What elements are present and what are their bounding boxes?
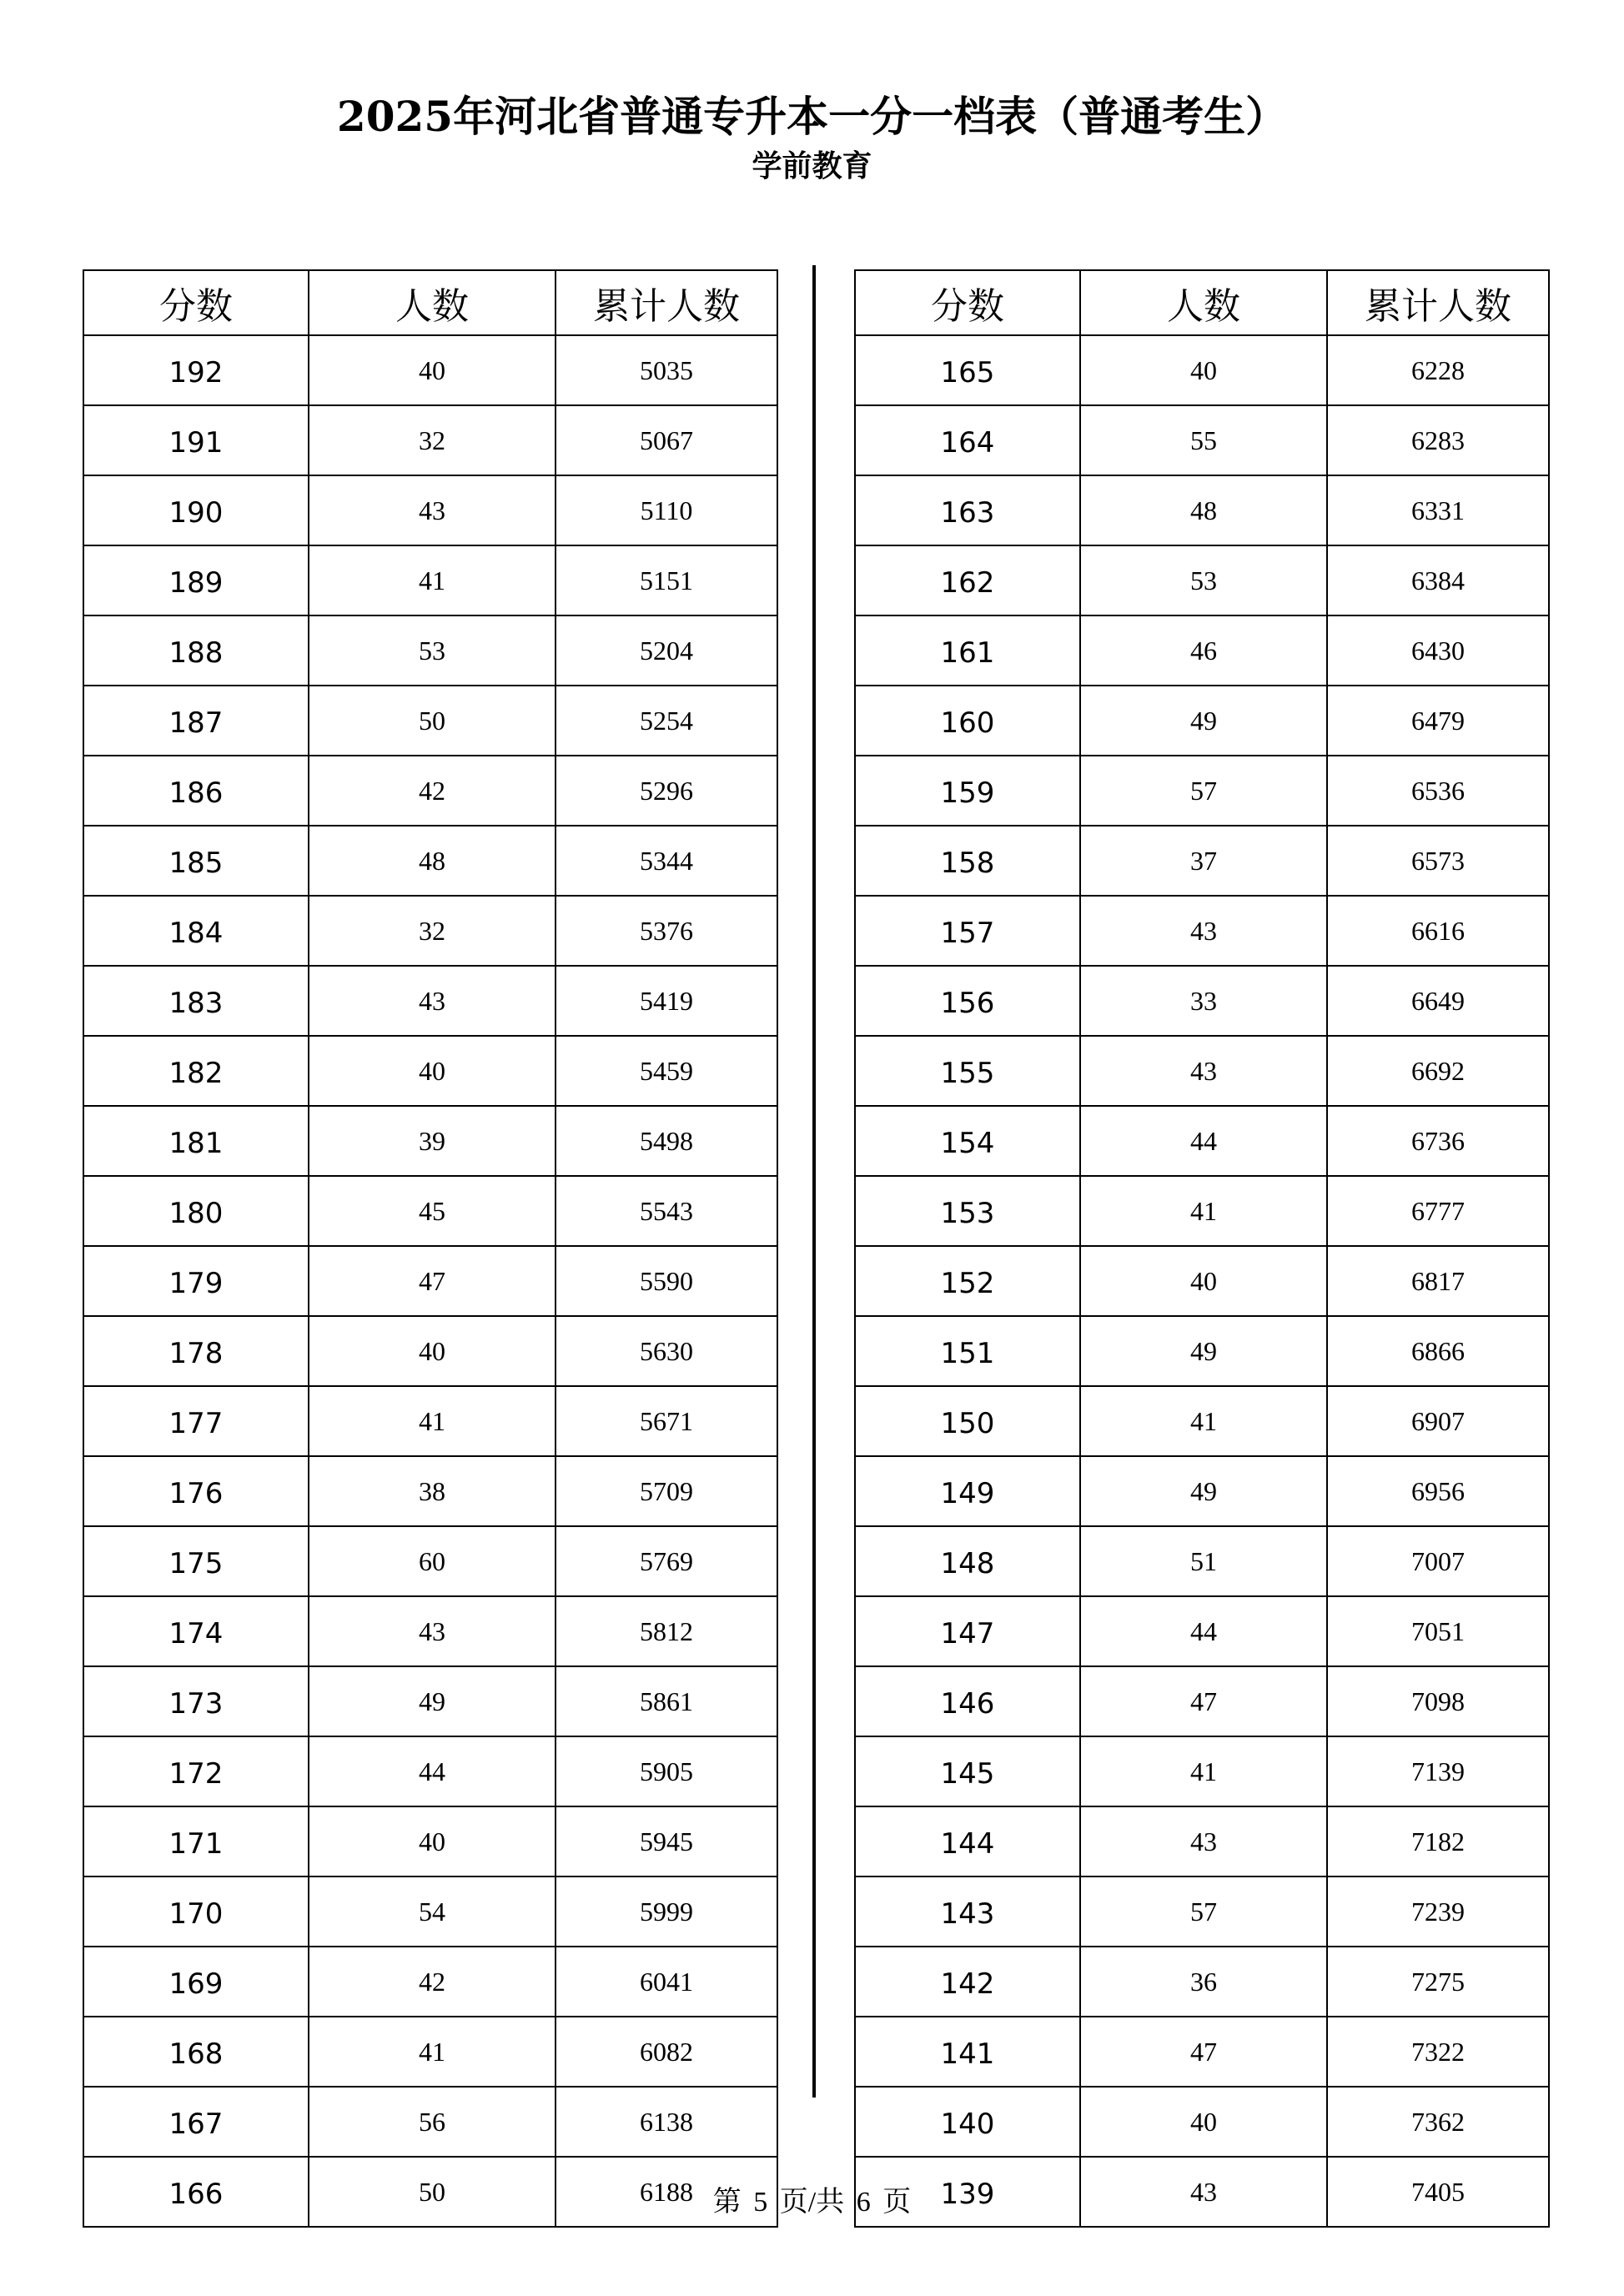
score-cell: 141 xyxy=(855,2017,1080,2087)
score-table-left xyxy=(83,269,778,2228)
header-score: 分数 xyxy=(855,270,1080,335)
count-cell: 37 xyxy=(1080,826,1327,896)
cumulative-cell: 6331 xyxy=(1327,475,1549,545)
count-cell: 40 xyxy=(309,1806,556,1876)
score-cell: 161 xyxy=(855,615,1080,686)
cumulative-cell: 5110 xyxy=(556,475,777,545)
score-cell: 139 xyxy=(855,2157,1080,2227)
table-row xyxy=(855,1316,1549,1386)
cumulative-cell: 7139 xyxy=(1327,1736,1549,1806)
count-cell: 44 xyxy=(1080,1106,1327,1176)
table-row xyxy=(83,1876,777,1947)
table-row xyxy=(855,1456,1549,1526)
cumulative-cell: 5204 xyxy=(556,615,777,686)
table-row xyxy=(855,545,1549,615)
count-cell: 50 xyxy=(309,686,556,756)
table-row xyxy=(83,2087,777,2157)
count-cell: 43 xyxy=(1080,2157,1327,2227)
table-row xyxy=(83,335,777,405)
table-row xyxy=(855,966,1549,1036)
score-cell: 142 xyxy=(855,1947,1080,2017)
score-cell: 175 xyxy=(83,1526,309,1596)
table-row xyxy=(83,475,777,545)
cumulative-cell: 6228 xyxy=(1327,335,1549,405)
score-cell: 187 xyxy=(83,686,309,756)
score-cell: 188 xyxy=(83,615,309,686)
count-cell: 41 xyxy=(1080,1736,1327,1806)
table-row xyxy=(83,1526,777,1596)
score-cell: 159 xyxy=(855,756,1080,826)
count-cell: 42 xyxy=(309,756,556,826)
score-cell: 164 xyxy=(855,405,1080,475)
count-cell: 48 xyxy=(1080,475,1327,545)
cumulative-cell: 6907 xyxy=(1327,1386,1549,1456)
header-count: 人数 xyxy=(309,270,556,335)
score-cell: 158 xyxy=(855,826,1080,896)
table-row xyxy=(855,1666,1549,1736)
score-cell: 144 xyxy=(855,1806,1080,1876)
page-title: 2025年河北省普通专升本一分一档表（普通考生） xyxy=(336,92,1288,141)
table-row xyxy=(855,1106,1549,1176)
table-row xyxy=(855,1176,1549,1246)
count-cell: 41 xyxy=(309,2017,556,2087)
count-cell: 44 xyxy=(1080,1596,1327,1666)
table-row xyxy=(855,1386,1549,1456)
count-cell: 53 xyxy=(1080,545,1327,615)
table-row xyxy=(855,1246,1549,1316)
table-row xyxy=(83,756,777,826)
cumulative-cell: 5459 xyxy=(556,1036,777,1106)
score-cell: 155 xyxy=(855,1036,1080,1106)
count-cell: 47 xyxy=(1080,2017,1327,2087)
score-cell: 148 xyxy=(855,1526,1080,1596)
cumulative-cell: 6692 xyxy=(1327,1036,1549,1106)
score-cell: 156 xyxy=(855,966,1080,1036)
score-cell: 160 xyxy=(855,686,1080,756)
count-cell: 43 xyxy=(309,966,556,1036)
header-count: 人数 xyxy=(1080,270,1327,335)
score-cell: 149 xyxy=(855,1456,1080,1526)
count-cell: 43 xyxy=(1080,1806,1327,1876)
cumulative-cell: 6777 xyxy=(1327,1176,1549,1246)
score-cell: 171 xyxy=(83,1806,309,1876)
cumulative-cell: 7098 xyxy=(1327,1666,1549,1736)
cumulative-cell: 5254 xyxy=(556,686,777,756)
score-cell: 163 xyxy=(855,475,1080,545)
score-cell: 190 xyxy=(83,475,309,545)
score-cell: 189 xyxy=(83,545,309,615)
table-row xyxy=(855,615,1549,686)
count-cell: 49 xyxy=(1080,686,1327,756)
count-cell: 40 xyxy=(309,335,556,405)
table-row xyxy=(855,826,1549,896)
count-cell: 43 xyxy=(1080,896,1327,966)
table-row xyxy=(855,1596,1549,1666)
count-cell: 47 xyxy=(1080,1666,1327,1736)
score-cell: 143 xyxy=(855,1876,1080,1947)
table-body-right xyxy=(855,335,1549,2227)
cumulative-cell: 6384 xyxy=(1327,545,1549,615)
table-row xyxy=(83,1316,777,1386)
cumulative-cell: 7362 xyxy=(1327,2087,1549,2157)
count-cell: 40 xyxy=(1080,1246,1327,1316)
table-row xyxy=(855,756,1549,826)
score-cell: 152 xyxy=(855,1246,1080,1316)
score-cell: 169 xyxy=(83,1947,309,2017)
score-cell: 162 xyxy=(855,545,1080,615)
cumulative-cell: 5905 xyxy=(556,1736,777,1806)
count-cell: 40 xyxy=(1080,335,1327,405)
cumulative-cell: 5945 xyxy=(556,1806,777,1876)
table-row xyxy=(83,1666,777,1736)
page-subtitle: 学前教育 xyxy=(752,149,872,183)
score-cell: 150 xyxy=(855,1386,1080,1456)
count-cell: 53 xyxy=(309,615,556,686)
cumulative-cell: 5630 xyxy=(556,1316,777,1386)
cumulative-cell: 7322 xyxy=(1327,2017,1549,2087)
score-cell: 186 xyxy=(83,756,309,826)
table-row xyxy=(83,1947,777,2017)
table-row xyxy=(83,1106,777,1176)
cumulative-cell: 5376 xyxy=(556,896,777,966)
cumulative-cell: 6430 xyxy=(1327,615,1549,686)
table-row xyxy=(83,2017,777,2087)
table-row xyxy=(855,686,1549,756)
cumulative-cell: 6736 xyxy=(1327,1106,1549,1176)
cumulative-cell: 6573 xyxy=(1327,826,1549,896)
table-row xyxy=(83,1806,777,1876)
count-cell: 45 xyxy=(309,1176,556,1246)
table-row xyxy=(855,1947,1549,2017)
cumulative-cell: 5296 xyxy=(556,756,777,826)
count-cell: 44 xyxy=(309,1736,556,1806)
cumulative-cell: 6283 xyxy=(1327,405,1549,475)
table-body-left xyxy=(83,335,777,2227)
count-cell: 43 xyxy=(309,475,556,545)
score-cell: 191 xyxy=(83,405,309,475)
count-cell: 56 xyxy=(309,2087,556,2157)
column-divider xyxy=(812,265,816,2098)
score-cell: 177 xyxy=(83,1386,309,1456)
count-cell: 49 xyxy=(1080,1456,1327,1526)
count-cell: 57 xyxy=(1080,1876,1327,1947)
cumulative-cell: 7051 xyxy=(1327,1596,1549,1666)
cumulative-cell: 6616 xyxy=(1327,896,1549,966)
score-cell: 140 xyxy=(855,2087,1080,2157)
count-cell: 46 xyxy=(1080,615,1327,686)
count-cell: 36 xyxy=(1080,1947,1327,2017)
table-row xyxy=(83,1456,777,1526)
table-row xyxy=(83,1246,777,1316)
score-cell: 151 xyxy=(855,1316,1080,1386)
count-cell: 55 xyxy=(1080,405,1327,475)
table-row xyxy=(83,1036,777,1106)
score-cell: 145 xyxy=(855,1736,1080,1806)
count-cell: 32 xyxy=(309,896,556,966)
score-cell: 146 xyxy=(855,1666,1080,1736)
score-cell: 178 xyxy=(83,1316,309,1386)
cumulative-cell: 6536 xyxy=(1327,756,1549,826)
count-cell: 43 xyxy=(1080,1036,1327,1106)
score-cell: 185 xyxy=(83,826,309,896)
score-cell: 167 xyxy=(83,2087,309,2157)
table-row xyxy=(83,1176,777,1246)
header-cumulative: 累计人数 xyxy=(556,270,777,335)
count-cell: 51 xyxy=(1080,1526,1327,1596)
score-cell: 147 xyxy=(855,1596,1080,1666)
table-row xyxy=(83,615,777,686)
table-row xyxy=(855,2017,1549,2087)
score-cell: 180 xyxy=(83,1176,309,1246)
count-cell: 38 xyxy=(309,1456,556,1526)
table-row xyxy=(83,826,777,896)
table-row xyxy=(855,1036,1549,1106)
cumulative-cell: 7405 xyxy=(1327,2157,1549,2227)
cumulative-cell: 7275 xyxy=(1327,1947,1549,2017)
count-cell: 60 xyxy=(309,1526,556,1596)
score-cell: 154 xyxy=(855,1106,1080,1176)
table-row xyxy=(83,545,777,615)
count-cell: 41 xyxy=(309,1386,556,1456)
count-cell: 42 xyxy=(309,1947,556,2017)
score-cell: 179 xyxy=(83,1246,309,1316)
cumulative-cell: 6649 xyxy=(1327,966,1549,1036)
table-row xyxy=(83,686,777,756)
score-cell: 176 xyxy=(83,1456,309,1526)
cumulative-cell: 6188 xyxy=(556,2157,777,2227)
cumulative-cell: 7239 xyxy=(1327,1876,1549,1947)
score-cell: 192 xyxy=(83,335,309,405)
count-cell: 47 xyxy=(309,1246,556,1316)
count-cell: 41 xyxy=(309,545,556,615)
cumulative-cell: 6041 xyxy=(556,1947,777,2017)
table-row xyxy=(83,1736,777,1806)
count-cell: 33 xyxy=(1080,966,1327,1036)
table-row xyxy=(83,896,777,966)
cumulative-cell: 6138 xyxy=(556,2087,777,2157)
cumulative-cell: 5999 xyxy=(556,1876,777,1947)
table-row xyxy=(855,475,1549,545)
score-cell: 181 xyxy=(83,1106,309,1176)
cumulative-cell: 5419 xyxy=(556,966,777,1036)
score-cell: 157 xyxy=(855,896,1080,966)
table-row xyxy=(855,405,1549,475)
count-cell: 40 xyxy=(1080,2087,1327,2157)
score-cell: 173 xyxy=(83,1666,309,1736)
cumulative-cell: 7007 xyxy=(1327,1526,1549,1596)
count-cell: 41 xyxy=(1080,1386,1327,1456)
cumulative-cell: 5590 xyxy=(556,1246,777,1316)
cumulative-cell: 5543 xyxy=(556,1176,777,1246)
score-cell: 172 xyxy=(83,1736,309,1806)
table-row xyxy=(83,405,777,475)
table-row xyxy=(855,335,1549,405)
table-row xyxy=(83,1596,777,1666)
cumulative-cell: 7182 xyxy=(1327,1806,1549,1876)
table-row xyxy=(855,1526,1549,1596)
count-cell: 32 xyxy=(309,405,556,475)
cumulative-cell: 5861 xyxy=(556,1666,777,1736)
table-header-row xyxy=(83,270,777,335)
table-row xyxy=(855,1806,1549,1876)
page-footer: 第 5 页/共 6 页 xyxy=(712,2187,912,2218)
score-cell: 170 xyxy=(83,1876,309,1947)
cumulative-cell: 5709 xyxy=(556,1456,777,1526)
cumulative-cell: 6866 xyxy=(1327,1316,1549,1386)
table-row xyxy=(855,1736,1549,1806)
count-cell: 41 xyxy=(1080,1176,1327,1246)
score-table-right xyxy=(854,269,1550,2228)
score-cell: 184 xyxy=(83,896,309,966)
count-cell: 54 xyxy=(309,1876,556,1947)
score-cell: 153 xyxy=(855,1176,1080,1246)
cumulative-cell: 5344 xyxy=(556,826,777,896)
header-score: 分数 xyxy=(83,270,309,335)
count-cell: 49 xyxy=(309,1666,556,1736)
score-cell: 165 xyxy=(855,335,1080,405)
cumulative-cell: 5812 xyxy=(556,1596,777,1666)
cumulative-cell: 5498 xyxy=(556,1106,777,1176)
cumulative-cell: 5035 xyxy=(556,335,777,405)
count-cell: 50 xyxy=(309,2157,556,2227)
count-cell: 43 xyxy=(309,1596,556,1666)
score-cell: 182 xyxy=(83,1036,309,1106)
cumulative-cell: 5067 xyxy=(556,405,777,475)
cumulative-cell: 5671 xyxy=(556,1386,777,1456)
cumulative-cell: 5151 xyxy=(556,545,777,615)
score-cell: 174 xyxy=(83,1596,309,1666)
score-cell: 168 xyxy=(83,2017,309,2087)
count-cell: 40 xyxy=(309,1036,556,1106)
score-cell: 183 xyxy=(83,966,309,1036)
count-cell: 48 xyxy=(309,826,556,896)
cumulative-cell: 5769 xyxy=(556,1526,777,1596)
cumulative-cell: 6956 xyxy=(1327,1456,1549,1526)
table-row xyxy=(83,966,777,1036)
cumulative-cell: 6817 xyxy=(1327,1246,1549,1316)
table-header-row xyxy=(855,270,1549,335)
score-cell: 166 xyxy=(83,2157,309,2227)
cumulative-cell: 6082 xyxy=(556,2017,777,2087)
count-cell: 39 xyxy=(309,1106,556,1176)
table-row xyxy=(855,1876,1549,1947)
header-cumulative: 累计人数 xyxy=(1327,270,1549,335)
table-row xyxy=(83,1386,777,1456)
count-cell: 40 xyxy=(309,1316,556,1386)
count-cell: 57 xyxy=(1080,756,1327,826)
table-row xyxy=(855,2087,1549,2157)
table-row xyxy=(855,896,1549,966)
count-cell: 49 xyxy=(1080,1316,1327,1386)
cumulative-cell: 6479 xyxy=(1327,686,1549,756)
